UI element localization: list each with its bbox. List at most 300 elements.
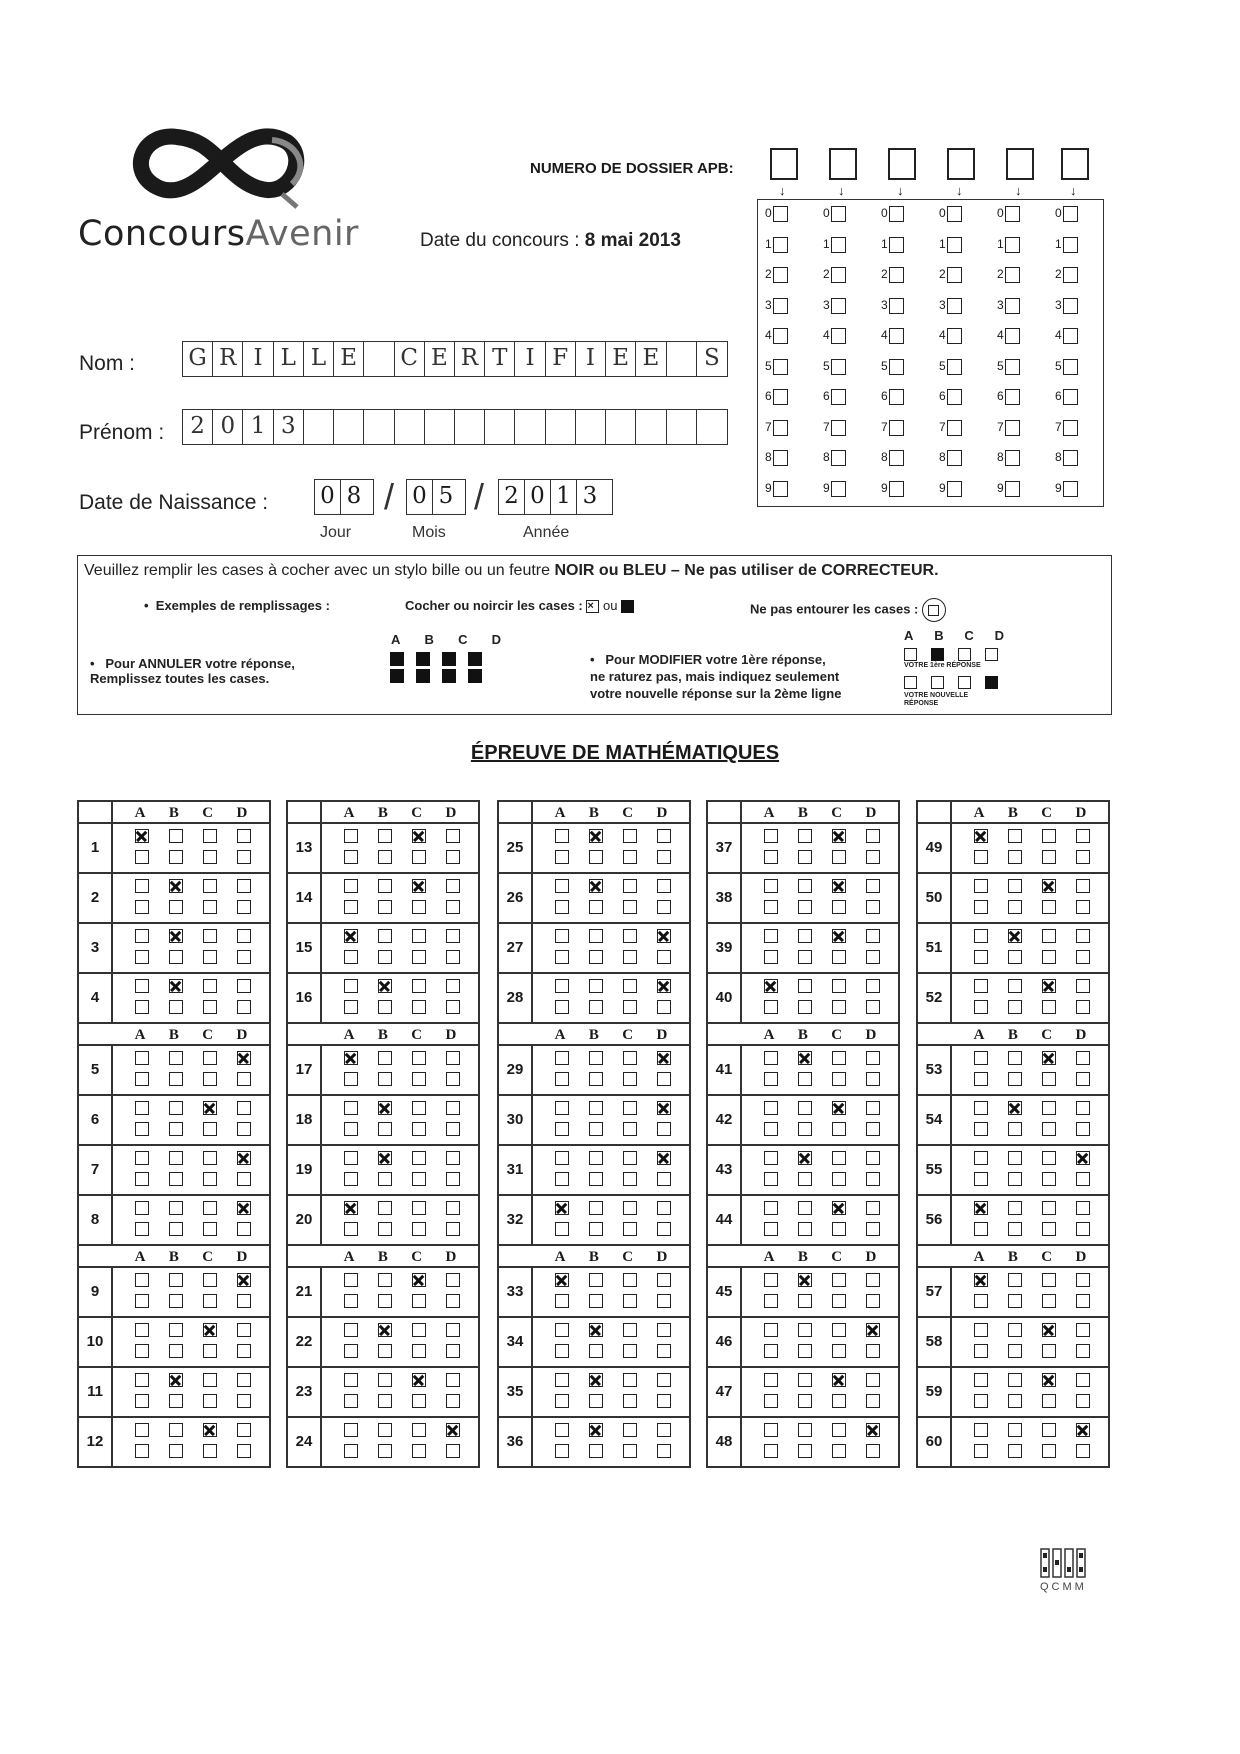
- answer-checkbox-a[interactable]: [135, 1294, 149, 1308]
- checkbox[interactable]: [947, 389, 962, 405]
- answer-checkbox-a[interactable]: [555, 1151, 569, 1165]
- answer-checkbox-b[interactable]: [1008, 1051, 1022, 1065]
- apb-digit-option[interactable]: [997, 359, 1020, 375]
- answer-checkbox-c[interactable]: [623, 850, 637, 864]
- answer-checkbox-c[interactable]: [623, 1222, 637, 1236]
- answer-checkbox-a[interactable]: [764, 829, 778, 843]
- answer-checkbox-d[interactable]: [446, 1122, 460, 1136]
- answer-checkbox-c[interactable]: [832, 1201, 846, 1215]
- answer-checkbox-b[interactable]: [798, 1273, 812, 1287]
- answer-checkbox-a[interactable]: [344, 879, 358, 893]
- answer-checkbox-a[interactable]: [555, 1000, 569, 1014]
- answer-checkbox-d[interactable]: [1076, 1423, 1090, 1437]
- answer-checkbox-d[interactable]: [237, 829, 251, 843]
- answer-checkbox-d[interactable]: [866, 1201, 880, 1215]
- answer-checkbox-a[interactable]: [974, 1222, 988, 1236]
- answer-checkbox-c[interactable]: [623, 879, 637, 893]
- answer-checkbox-a[interactable]: [764, 950, 778, 964]
- answer-checkbox-b[interactable]: [378, 1444, 392, 1458]
- answer-checkbox-d[interactable]: [446, 879, 460, 893]
- answer-checkbox-a[interactable]: [344, 950, 358, 964]
- answer-checkbox-b[interactable]: [1008, 1344, 1022, 1358]
- answer-checkbox-c[interactable]: [203, 1172, 217, 1186]
- checkbox[interactable]: [773, 420, 788, 436]
- answer-checkbox-c[interactable]: [412, 1000, 426, 1014]
- answer-checkbox-b[interactable]: [169, 1072, 183, 1086]
- answer-checkbox-c[interactable]: [623, 1051, 637, 1065]
- answer-checkbox-c[interactable]: [412, 1051, 426, 1065]
- answer-checkbox-d[interactable]: [446, 1344, 460, 1358]
- answer-checkbox-b[interactable]: [589, 1000, 603, 1014]
- answer-checkbox-b[interactable]: [169, 1151, 183, 1165]
- answer-checkbox-b[interactable]: [378, 1222, 392, 1236]
- answer-checkbox-b[interactable]: [589, 879, 603, 893]
- answer-checkbox-a[interactable]: [555, 1072, 569, 1086]
- answer-checkbox-d[interactable]: [1076, 879, 1090, 893]
- apb-digit-option[interactable]: [823, 359, 846, 375]
- answer-checkbox-d[interactable]: [446, 1151, 460, 1165]
- answer-checkbox-b[interactable]: [378, 1122, 392, 1136]
- apb-digit-option[interactable]: [939, 420, 962, 436]
- answer-checkbox-d[interactable]: [657, 1072, 671, 1086]
- answer-checkbox-d[interactable]: [446, 929, 460, 943]
- answer-checkbox-c[interactable]: [412, 1344, 426, 1358]
- answer-checkbox-b[interactable]: [589, 1072, 603, 1086]
- answer-checkbox-b[interactable]: [798, 929, 812, 943]
- answer-checkbox-d[interactable]: [446, 1444, 460, 1458]
- answer-checkbox-a[interactable]: [974, 929, 988, 943]
- answer-checkbox-a[interactable]: [135, 950, 149, 964]
- answer-checkbox-d[interactable]: [866, 1373, 880, 1387]
- answer-checkbox-b[interactable]: [1008, 950, 1022, 964]
- answer-checkbox-c[interactable]: [203, 929, 217, 943]
- checkbox[interactable]: [1005, 267, 1020, 283]
- answer-checkbox-b[interactable]: [589, 850, 603, 864]
- apb-digit-option[interactable]: [1055, 450, 1078, 466]
- answer-checkbox-b[interactable]: [1008, 1373, 1022, 1387]
- checkbox[interactable]: [773, 450, 788, 466]
- answer-checkbox-a[interactable]: [555, 1051, 569, 1065]
- answer-checkbox-a[interactable]: [974, 1122, 988, 1136]
- checkbox[interactable]: [773, 298, 788, 314]
- answer-checkbox-c[interactable]: [412, 929, 426, 943]
- answer-checkbox-c[interactable]: [832, 1323, 846, 1337]
- answer-checkbox-c[interactable]: [623, 1201, 637, 1215]
- answer-checkbox-b[interactable]: [798, 1051, 812, 1065]
- answer-checkbox-a[interactable]: [974, 829, 988, 843]
- answer-checkbox-a[interactable]: [135, 979, 149, 993]
- answer-checkbox-a[interactable]: [974, 950, 988, 964]
- answer-checkbox-c[interactable]: [1042, 1222, 1056, 1236]
- answer-checkbox-a[interactable]: [764, 929, 778, 943]
- answer-checkbox-a[interactable]: [135, 1172, 149, 1186]
- answer-checkbox-c[interactable]: [1042, 1172, 1056, 1186]
- answer-checkbox-a[interactable]: [555, 1394, 569, 1408]
- answer-checkbox-b[interactable]: [1008, 1072, 1022, 1086]
- answer-checkbox-b[interactable]: [169, 979, 183, 993]
- answer-checkbox-b[interactable]: [169, 1172, 183, 1186]
- answer-checkbox-a[interactable]: [555, 1373, 569, 1387]
- answer-checkbox-c[interactable]: [623, 1273, 637, 1287]
- answer-checkbox-b[interactable]: [1008, 979, 1022, 993]
- answer-checkbox-c[interactable]: [412, 950, 426, 964]
- checkbox[interactable]: [1005, 359, 1020, 375]
- answer-checkbox-a[interactable]: [974, 900, 988, 914]
- answer-checkbox-c[interactable]: [412, 1273, 426, 1287]
- checkbox[interactable]: [1005, 420, 1020, 436]
- answer-checkbox-c[interactable]: [203, 1000, 217, 1014]
- answer-checkbox-a[interactable]: [974, 1072, 988, 1086]
- answer-checkbox-c[interactable]: [832, 1222, 846, 1236]
- answer-checkbox-b[interactable]: [378, 1172, 392, 1186]
- answer-checkbox-d[interactable]: [1076, 950, 1090, 964]
- answer-checkbox-d[interactable]: [657, 1373, 671, 1387]
- answer-checkbox-c[interactable]: [623, 1444, 637, 1458]
- answer-checkbox-d[interactable]: [866, 829, 880, 843]
- answer-checkbox-a[interactable]: [974, 1273, 988, 1287]
- answer-checkbox-c[interactable]: [623, 1151, 637, 1165]
- apb-digit-option[interactable]: [823, 237, 846, 253]
- apb-digit-option[interactable]: [1055, 481, 1078, 497]
- answer-checkbox-b[interactable]: [169, 1000, 183, 1014]
- answer-checkbox-c[interactable]: [832, 829, 846, 843]
- answer-checkbox-d[interactable]: [866, 1101, 880, 1115]
- answer-checkbox-a[interactable]: [135, 1323, 149, 1337]
- answer-checkbox-d[interactable]: [237, 1051, 251, 1065]
- answer-checkbox-a[interactable]: [555, 1122, 569, 1136]
- answer-checkbox-d[interactable]: [866, 1072, 880, 1086]
- answer-checkbox-d[interactable]: [866, 1444, 880, 1458]
- answer-checkbox-d[interactable]: [1076, 1051, 1090, 1065]
- answer-checkbox-d[interactable]: [1076, 979, 1090, 993]
- answer-checkbox-b[interactable]: [589, 950, 603, 964]
- answer-checkbox-a[interactable]: [974, 1201, 988, 1215]
- answer-checkbox-d[interactable]: [1076, 900, 1090, 914]
- answer-checkbox-a[interactable]: [344, 1051, 358, 1065]
- answer-checkbox-a[interactable]: [974, 1444, 988, 1458]
- apb-digit-option[interactable]: [823, 389, 846, 405]
- answer-checkbox-a[interactable]: [135, 1000, 149, 1014]
- answer-checkbox-c[interactable]: [1042, 1423, 1056, 1437]
- apb-digit-option[interactable]: [997, 298, 1020, 314]
- dob-year-field[interactable]: [498, 479, 613, 515]
- apb-digit-option[interactable]: [1055, 359, 1078, 375]
- answer-checkbox-d[interactable]: [237, 1151, 251, 1165]
- answer-checkbox-c[interactable]: [1042, 1273, 1056, 1287]
- answer-checkbox-b[interactable]: [378, 1101, 392, 1115]
- apb-digit-option[interactable]: [765, 450, 788, 466]
- answer-checkbox-d[interactable]: [446, 1323, 460, 1337]
- answer-checkbox-a[interactable]: [764, 1151, 778, 1165]
- answer-checkbox-c[interactable]: [203, 1072, 217, 1086]
- answer-checkbox-a[interactable]: [974, 1323, 988, 1337]
- answer-checkbox-d[interactable]: [446, 1373, 460, 1387]
- checkbox[interactable]: [831, 328, 846, 344]
- answer-checkbox-d[interactable]: [446, 1394, 460, 1408]
- answer-checkbox-c[interactable]: [623, 1423, 637, 1437]
- answer-checkbox-c[interactable]: [203, 879, 217, 893]
- answer-checkbox-c[interactable]: [1042, 1051, 1056, 1065]
- checkbox[interactable]: [773, 206, 788, 222]
- answer-checkbox-a[interactable]: [135, 1201, 149, 1215]
- checkbox[interactable]: [831, 298, 846, 314]
- answer-checkbox-c[interactable]: [203, 850, 217, 864]
- answer-checkbox-b[interactable]: [798, 1294, 812, 1308]
- answer-checkbox-c[interactable]: [1042, 1294, 1056, 1308]
- apb-digit-option[interactable]: [823, 206, 846, 222]
- answer-checkbox-a[interactable]: [135, 1373, 149, 1387]
- answer-checkbox-c[interactable]: [1042, 829, 1056, 843]
- answer-checkbox-b[interactable]: [798, 829, 812, 843]
- answer-checkbox-d[interactable]: [446, 1051, 460, 1065]
- answer-checkbox-c[interactable]: [412, 1222, 426, 1236]
- answer-checkbox-c[interactable]: [623, 1394, 637, 1408]
- answer-checkbox-b[interactable]: [589, 829, 603, 843]
- answer-checkbox-d[interactable]: [657, 1444, 671, 1458]
- answer-checkbox-b[interactable]: [798, 979, 812, 993]
- apb-digit-box[interactable]: [1006, 148, 1034, 180]
- checkbox[interactable]: [1063, 328, 1078, 344]
- checkbox[interactable]: [889, 328, 904, 344]
- answer-checkbox-c[interactable]: [1042, 1344, 1056, 1358]
- answer-checkbox-c[interactable]: [412, 1101, 426, 1115]
- answer-checkbox-a[interactable]: [764, 979, 778, 993]
- answer-checkbox-b[interactable]: [798, 950, 812, 964]
- answer-checkbox-b[interactable]: [1008, 1151, 1022, 1165]
- answer-checkbox-d[interactable]: [657, 1222, 671, 1236]
- answer-checkbox-b[interactable]: [169, 1444, 183, 1458]
- answer-checkbox-d[interactable]: [1076, 1101, 1090, 1115]
- nom-field[interactable]: [182, 341, 728, 377]
- answer-checkbox-d[interactable]: [866, 929, 880, 943]
- answer-checkbox-b[interactable]: [1008, 1000, 1022, 1014]
- apb-digit-option[interactable]: [881, 298, 904, 314]
- answer-checkbox-d[interactable]: [1076, 1323, 1090, 1337]
- apb-digit-option[interactable]: [765, 328, 788, 344]
- apb-digit-option[interactable]: [765, 237, 788, 253]
- answer-checkbox-d[interactable]: [446, 1101, 460, 1115]
- answer-checkbox-c[interactable]: [203, 1344, 217, 1358]
- checkbox[interactable]: [1063, 389, 1078, 405]
- answer-checkbox-b[interactable]: [378, 1201, 392, 1215]
- checkbox[interactable]: [889, 206, 904, 222]
- answer-checkbox-b[interactable]: [1008, 1394, 1022, 1408]
- answer-checkbox-c[interactable]: [623, 1294, 637, 1308]
- apb-digit-option[interactable]: [997, 450, 1020, 466]
- answer-checkbox-b[interactable]: [378, 979, 392, 993]
- answer-checkbox-d[interactable]: [657, 1122, 671, 1136]
- answer-checkbox-a[interactable]: [135, 1222, 149, 1236]
- answer-checkbox-d[interactable]: [237, 1201, 251, 1215]
- apb-digit-option[interactable]: [1055, 206, 1078, 222]
- answer-checkbox-c[interactable]: [203, 1151, 217, 1165]
- answer-checkbox-d[interactable]: [446, 1273, 460, 1287]
- checkbox[interactable]: [1063, 359, 1078, 375]
- checkbox[interactable]: [773, 267, 788, 283]
- answer-checkbox-c[interactable]: [832, 1101, 846, 1115]
- answer-checkbox-a[interactable]: [764, 1000, 778, 1014]
- answer-checkbox-c[interactable]: [203, 1122, 217, 1136]
- checkbox[interactable]: [1063, 267, 1078, 283]
- checkbox[interactable]: [947, 206, 962, 222]
- answer-checkbox-a[interactable]: [764, 1072, 778, 1086]
- checkbox[interactable]: [1063, 298, 1078, 314]
- answer-checkbox-a[interactable]: [344, 1101, 358, 1115]
- answer-checkbox-d[interactable]: [237, 1122, 251, 1136]
- answer-checkbox-b[interactable]: [798, 1394, 812, 1408]
- answer-checkbox-b[interactable]: [589, 1222, 603, 1236]
- answer-checkbox-d[interactable]: [446, 1294, 460, 1308]
- checkbox[interactable]: [889, 420, 904, 436]
- answer-checkbox-b[interactable]: [589, 979, 603, 993]
- answer-checkbox-b[interactable]: [798, 1444, 812, 1458]
- answer-checkbox-d[interactable]: [237, 929, 251, 943]
- answer-checkbox-a[interactable]: [764, 1101, 778, 1115]
- answer-checkbox-c[interactable]: [412, 1072, 426, 1086]
- answer-checkbox-c[interactable]: [623, 1323, 637, 1337]
- answer-checkbox-d[interactable]: [866, 1151, 880, 1165]
- answer-checkbox-a[interactable]: [974, 850, 988, 864]
- answer-checkbox-c[interactable]: [832, 900, 846, 914]
- apb-digit-box[interactable]: [770, 148, 798, 180]
- answer-checkbox-d[interactable]: [657, 1051, 671, 1065]
- answer-checkbox-d[interactable]: [657, 850, 671, 864]
- answer-checkbox-c[interactable]: [203, 1201, 217, 1215]
- answer-checkbox-a[interactable]: [764, 1373, 778, 1387]
- answer-checkbox-d[interactable]: [657, 1423, 671, 1437]
- answer-checkbox-b[interactable]: [589, 1423, 603, 1437]
- answer-checkbox-b[interactable]: [169, 1051, 183, 1065]
- answer-checkbox-c[interactable]: [1042, 1444, 1056, 1458]
- answer-checkbox-b[interactable]: [589, 1344, 603, 1358]
- answer-checkbox-d[interactable]: [866, 1222, 880, 1236]
- answer-checkbox-b[interactable]: [1008, 829, 1022, 843]
- answer-checkbox-a[interactable]: [974, 1294, 988, 1308]
- answer-checkbox-d[interactable]: [1076, 1373, 1090, 1387]
- apb-digit-option[interactable]: [881, 481, 904, 497]
- answer-checkbox-d[interactable]: [866, 1051, 880, 1065]
- answer-checkbox-d[interactable]: [237, 1273, 251, 1287]
- answer-checkbox-b[interactable]: [589, 1444, 603, 1458]
- answer-checkbox-b[interactable]: [798, 879, 812, 893]
- answer-checkbox-d[interactable]: [1076, 850, 1090, 864]
- answer-checkbox-b[interactable]: [589, 1122, 603, 1136]
- answer-checkbox-a[interactable]: [344, 1423, 358, 1437]
- answer-checkbox-b[interactable]: [378, 1294, 392, 1308]
- answer-checkbox-d[interactable]: [1076, 1294, 1090, 1308]
- answer-checkbox-d[interactable]: [866, 879, 880, 893]
- apb-digit-option[interactable]: [1055, 237, 1078, 253]
- answer-checkbox-a[interactable]: [135, 1101, 149, 1115]
- answer-checkbox-d[interactable]: [866, 979, 880, 993]
- answer-checkbox-b[interactable]: [798, 1344, 812, 1358]
- answer-checkbox-d[interactable]: [657, 1000, 671, 1014]
- answer-checkbox-a[interactable]: [974, 1051, 988, 1065]
- answer-checkbox-d[interactable]: [237, 950, 251, 964]
- answer-checkbox-a[interactable]: [974, 1151, 988, 1165]
- answer-checkbox-d[interactable]: [237, 1222, 251, 1236]
- checkbox[interactable]: [947, 481, 962, 497]
- answer-checkbox-c[interactable]: [1042, 1072, 1056, 1086]
- answer-checkbox-a[interactable]: [135, 850, 149, 864]
- answer-checkbox-b[interactable]: [378, 950, 392, 964]
- answer-checkbox-b[interactable]: [169, 1201, 183, 1215]
- apb-digit-option[interactable]: [765, 267, 788, 283]
- answer-checkbox-b[interactable]: [378, 829, 392, 843]
- apb-digit-box[interactable]: [888, 148, 916, 180]
- checkbox[interactable]: [831, 481, 846, 497]
- answer-checkbox-c[interactable]: [203, 1423, 217, 1437]
- answer-checkbox-d[interactable]: [446, 1423, 460, 1437]
- checkbox[interactable]: [1005, 237, 1020, 253]
- answer-checkbox-a[interactable]: [344, 979, 358, 993]
- checkbox[interactable]: [831, 267, 846, 283]
- answer-checkbox-c[interactable]: [412, 1323, 426, 1337]
- answer-checkbox-b[interactable]: [169, 850, 183, 864]
- apb-digit-option[interactable]: [823, 298, 846, 314]
- answer-checkbox-c[interactable]: [1042, 1394, 1056, 1408]
- apb-digit-option[interactable]: [881, 328, 904, 344]
- apb-digit-option[interactable]: [939, 328, 962, 344]
- answer-checkbox-d[interactable]: [866, 1000, 880, 1014]
- answer-checkbox-c[interactable]: [412, 1201, 426, 1215]
- answer-checkbox-d[interactable]: [866, 850, 880, 864]
- checkbox[interactable]: [831, 359, 846, 375]
- answer-checkbox-c[interactable]: [412, 1122, 426, 1136]
- answer-checkbox-c[interactable]: [623, 1000, 637, 1014]
- checkbox[interactable]: [947, 237, 962, 253]
- apb-digit-option[interactable]: [1055, 389, 1078, 405]
- answer-checkbox-b[interactable]: [378, 929, 392, 943]
- answer-checkbox-d[interactable]: [237, 850, 251, 864]
- answer-checkbox-d[interactable]: [237, 1172, 251, 1186]
- answer-checkbox-d[interactable]: [446, 900, 460, 914]
- apb-digit-option[interactable]: [881, 237, 904, 253]
- checkbox[interactable]: [889, 237, 904, 253]
- apb-digit-option[interactable]: [997, 389, 1020, 405]
- answer-checkbox-b[interactable]: [1008, 850, 1022, 864]
- apb-digit-option[interactable]: [823, 450, 846, 466]
- answer-checkbox-c[interactable]: [1042, 1151, 1056, 1165]
- answer-checkbox-a[interactable]: [344, 1151, 358, 1165]
- answer-checkbox-c[interactable]: [1042, 950, 1056, 964]
- answer-checkbox-b[interactable]: [169, 1323, 183, 1337]
- apb-digit-option[interactable]: [881, 206, 904, 222]
- answer-checkbox-a[interactable]: [344, 1122, 358, 1136]
- answer-checkbox-d[interactable]: [657, 1323, 671, 1337]
- answer-checkbox-a[interactable]: [135, 1273, 149, 1287]
- answer-checkbox-a[interactable]: [555, 1222, 569, 1236]
- answer-checkbox-b[interactable]: [589, 1273, 603, 1287]
- answer-checkbox-d[interactable]: [446, 1172, 460, 1186]
- answer-checkbox-c[interactable]: [623, 1373, 637, 1387]
- answer-checkbox-b[interactable]: [169, 1122, 183, 1136]
- answer-checkbox-a[interactable]: [974, 1373, 988, 1387]
- apb-digit-option[interactable]: [765, 420, 788, 436]
- answer-checkbox-b[interactable]: [589, 1294, 603, 1308]
- answer-checkbox-b[interactable]: [169, 900, 183, 914]
- answer-checkbox-d[interactable]: [237, 1101, 251, 1115]
- answer-checkbox-d[interactable]: [657, 1151, 671, 1165]
- answer-checkbox-a[interactable]: [974, 1423, 988, 1437]
- answer-checkbox-a[interactable]: [344, 1072, 358, 1086]
- answer-checkbox-d[interactable]: [1076, 1000, 1090, 1014]
- answer-checkbox-d[interactable]: [237, 1344, 251, 1358]
- answer-checkbox-b[interactable]: [798, 900, 812, 914]
- answer-checkbox-a[interactable]: [344, 1172, 358, 1186]
- checkbox[interactable]: [773, 389, 788, 405]
- answer-checkbox-b[interactable]: [1008, 1201, 1022, 1215]
